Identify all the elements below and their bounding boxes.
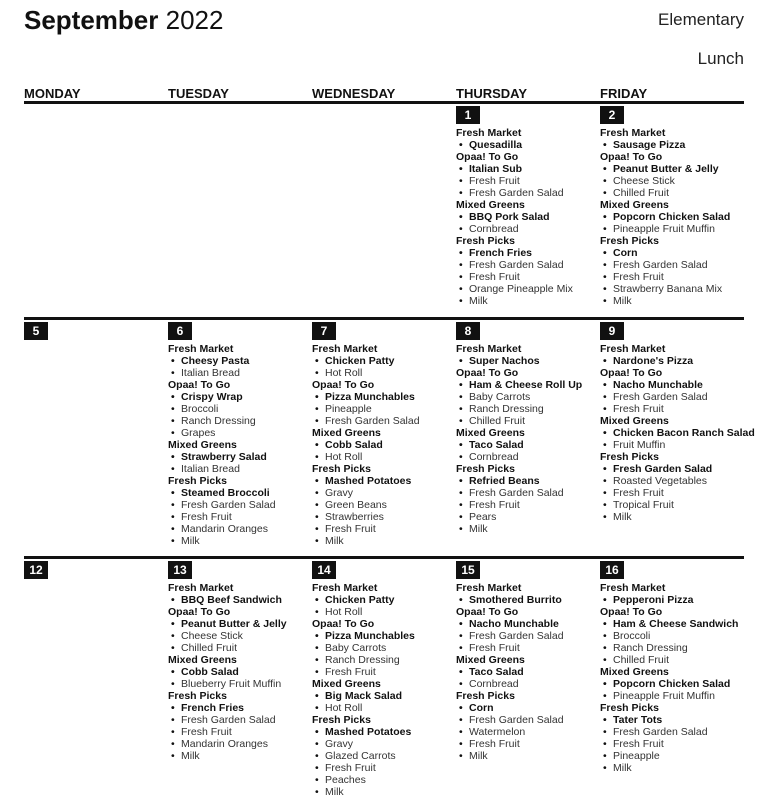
entree-item: • Refried Beans: [456, 475, 600, 487]
day-number: 14: [312, 561, 336, 579]
menu-item: • Milk: [600, 511, 744, 523]
menu-item-list: [600, 247, 744, 307]
menu-station-title: Opaa! To Go: [456, 606, 519, 618]
entree-item: • Ham & Cheese Sandwich: [600, 618, 744, 630]
day-number: 7: [312, 322, 336, 340]
menu-item-list: [456, 439, 600, 463]
menu-item: • Baby Carrots: [312, 642, 456, 654]
menu-item: • Roasted Vegetables: [600, 475, 744, 487]
menu-station-title: Fresh Picks: [600, 451, 659, 463]
menu-station-title: Opaa! To Go: [456, 367, 519, 379]
menu-item-list: [168, 702, 312, 762]
menu-item-list: [456, 594, 600, 606]
menu-station-title: Mixed Greens: [312, 427, 381, 439]
menu-item: • Pineapple: [312, 403, 456, 415]
menu-station-title: Opaa! To Go: [600, 606, 663, 618]
entree-item: • French Fries: [456, 247, 600, 259]
entree-item: • Nacho Munchable: [456, 618, 600, 630]
menu-item: • Italian Bread: [168, 463, 312, 475]
menu-item: • Milk: [168, 750, 312, 762]
menu-item: • Ranch Dressing: [456, 403, 600, 415]
menu-item: • Chilled Fruit: [600, 187, 744, 199]
week-divider-2: [24, 317, 744, 320]
menu-item-list: [600, 594, 744, 606]
entree-item: • Corn: [456, 702, 600, 714]
menu-station-title: Fresh Picks: [168, 690, 227, 702]
entree-item: • Cheesy Pasta: [168, 355, 312, 367]
menu-station-title: Fresh Market: [168, 343, 234, 355]
menu-item-list: [312, 630, 456, 678]
menu-station-title: Fresh Picks: [600, 702, 659, 714]
entree-item: • Peanut Butter & Jelly: [600, 163, 744, 175]
menu-item: • Glazed Carrots: [312, 750, 456, 762]
menu-item-list: [600, 139, 744, 151]
entree-item: • Steamed Broccoli: [168, 487, 312, 499]
menu-station-title: Mixed Greens: [600, 666, 669, 678]
entree-item: • Pepperoni Pizza: [600, 594, 744, 606]
menu-station-title: Opaa! To Go: [600, 367, 663, 379]
menu-item-list: [600, 355, 744, 367]
weekday-header-friday: FRIDAY: [600, 86, 648, 101]
menu-item: • Fresh Fruit: [456, 271, 600, 283]
entree-item: • Sausage Pizza: [600, 139, 744, 151]
day-cell: [600, 561, 744, 774]
menu-station-title: Mixed Greens: [600, 415, 669, 427]
menu-item: • Fresh Garden Salad: [456, 714, 600, 726]
menu-item: • Milk: [312, 535, 456, 547]
menu-item: • Broccoli: [168, 403, 312, 415]
day-cell: [24, 561, 168, 582]
menu-item: • Gravy: [312, 738, 456, 750]
menu-item: • Fresh Fruit: [600, 738, 744, 750]
menu-item: • Fresh Fruit: [600, 271, 744, 283]
menu-item-list: [456, 618, 600, 654]
menu-station-title: Fresh Picks: [456, 463, 515, 475]
menu-item-list: [456, 702, 600, 762]
day-number: 16: [600, 561, 624, 579]
menu-item-list: [168, 355, 312, 379]
menu-item: • Fresh Fruit: [456, 738, 600, 750]
menu-item: • Milk: [312, 786, 456, 798]
weekday-header-thursday: THURSDAY: [456, 86, 528, 101]
menu-item: • Cornbread: [456, 678, 600, 690]
menu-item-list: [600, 714, 744, 774]
day-number: 8: [456, 322, 480, 340]
menu-item: • Cheese Stick: [600, 175, 744, 187]
menu-item: • Ranch Dressing: [600, 642, 744, 654]
entree-item: • Mashed Potatoes: [312, 726, 456, 738]
menu-item: • Cornbread: [456, 451, 600, 463]
menu-item-list: [456, 666, 600, 690]
menu-item: • Milk: [456, 295, 600, 307]
menu-item-list: [456, 211, 600, 235]
entree-item: • Pizza Munchables: [312, 391, 456, 403]
menu-station-title: Opaa! To Go: [456, 151, 519, 163]
menu-station-title: Mixed Greens: [456, 654, 525, 666]
menu-item: • Fresh Fruit: [312, 523, 456, 535]
entree-item: • Corn: [600, 247, 744, 259]
menu-item: • Fresh Garden Salad: [600, 391, 744, 403]
menu-item: • Grapes: [168, 427, 312, 439]
menu-item-list: [600, 427, 755, 451]
menu-item-list: [168, 487, 312, 547]
menu-item: • Strawberries: [312, 511, 456, 523]
menu-item: • Mandarin Oranges: [168, 738, 312, 750]
menu-item: • Watermelon: [456, 726, 600, 738]
day-number: 6: [168, 322, 192, 340]
entree-item: • BBQ Pork Salad: [456, 211, 600, 223]
entree-item: • Taco Salad: [456, 666, 600, 678]
menu-item-list: [600, 379, 744, 415]
menu-item-list: [456, 379, 600, 427]
entree-item: • Big Mack Salad: [312, 690, 456, 702]
entree-item: • Quesadilla: [456, 139, 600, 151]
week-divider-1: [24, 101, 744, 104]
menu-item: • Tropical Fruit: [600, 499, 744, 511]
menu-item: • Fresh Fruit: [600, 487, 744, 499]
menu-item: • Fresh Garden Salad: [168, 499, 312, 511]
menu-item-list: [456, 355, 600, 367]
menu-item: • Pineapple Fruit Muffin: [600, 690, 744, 702]
menu-item-list: [600, 678, 744, 702]
day-number: 1: [456, 106, 480, 124]
entree-item: • Strawberry Salad: [168, 451, 312, 463]
entree-item: • Cobb Salad: [312, 439, 456, 451]
school-level: Elementary: [658, 10, 744, 29]
menu-item: • Baby Carrots: [456, 391, 600, 403]
day-cell: [600, 106, 744, 307]
entree-item: • French Fries: [168, 702, 312, 714]
day-cell: [456, 561, 600, 762]
menu-item-list: [312, 475, 456, 547]
menu-item: • Chilled Fruit: [600, 654, 744, 666]
menu-item: • Milk: [600, 295, 744, 307]
month-name: September: [24, 5, 159, 35]
menu-item-list: [600, 618, 744, 666]
meal-type: Lunch: [697, 49, 744, 68]
menu-station-title: Mixed Greens: [456, 427, 525, 439]
menu-item: • Fresh Garden Salad: [600, 259, 744, 271]
menu-item-list: [312, 690, 456, 714]
menu-item: • Cheese Stick: [168, 630, 312, 642]
menu-station-title: Fresh Picks: [312, 714, 371, 726]
menu-item: • Chilled Fruit: [456, 415, 600, 427]
entree-item: • Popcorn Chicken Salad: [600, 211, 744, 223]
entree-item: • Taco Salad: [456, 439, 600, 451]
menu-item: • Green Beans: [312, 499, 456, 511]
menu-station-title: Fresh Picks: [168, 475, 227, 487]
menu-item: • Fresh Fruit: [312, 762, 456, 774]
menu-item: • Fresh Fruit: [456, 175, 600, 187]
menu-item: • Broccoli: [600, 630, 744, 642]
menu-item: • Fresh Fruit: [456, 499, 600, 511]
menu-item-list: [456, 247, 600, 307]
menu-station-title: Mixed Greens: [168, 439, 237, 451]
entree-item: • Mashed Potatoes: [312, 475, 456, 487]
menu-station-title: Opaa! To Go: [168, 606, 231, 618]
entree-item: • Chicken Patty: [312, 355, 456, 367]
menu-item: • Fresh Garden Salad: [456, 487, 600, 499]
menu-item: • Hot Roll: [312, 606, 456, 618]
menu-item: • Cornbread: [456, 223, 600, 235]
entree-item: • Super Nachos: [456, 355, 600, 367]
menu-station-title: Fresh Market: [168, 582, 234, 594]
menu-item-list: [312, 391, 456, 427]
menu-item: • Fresh Garden Salad: [312, 415, 456, 427]
menu-item: • Gravy: [312, 487, 456, 499]
menu-item: • Fruit Muffin: [600, 439, 744, 451]
menu-item: • Pears: [456, 511, 600, 523]
menu-item: • Pineapple: [600, 750, 744, 762]
weekday-header-wednesday: WEDNESDAY: [312, 86, 396, 101]
menu-item-list: [168, 666, 312, 690]
entree-item: • Popcorn Chicken Salad: [600, 678, 744, 690]
menu-item-list: [168, 594, 312, 606]
day-cell: [312, 322, 456, 547]
menu-item: • Mandarin Oranges: [168, 523, 312, 535]
menu-item: • Hot Roll: [312, 451, 456, 463]
menu-item-list: [312, 726, 456, 798]
menu-item: • Milk: [600, 762, 744, 774]
menu-item: • Ranch Dressing: [312, 654, 456, 666]
menu-item-list: [312, 594, 456, 618]
entree-item: • Nacho Munchable: [600, 379, 744, 391]
menu-station-title: Opaa! To Go: [168, 379, 231, 391]
entree-item: • Peanut Butter & Jelly: [168, 618, 312, 630]
menu-station-title: Fresh Market: [456, 343, 522, 355]
menu-station-title: Fresh Market: [600, 343, 666, 355]
menu-item: • Blueberry Fruit Muffin: [168, 678, 312, 690]
menu-item-list: [600, 163, 744, 199]
entree-item: • Chicken Patty: [312, 594, 456, 606]
menu-item-list: [312, 439, 456, 463]
menu-station-title: Fresh Picks: [312, 463, 371, 475]
entree-item: • Ham & Cheese Roll Up: [456, 379, 600, 391]
entree-item: • Crispy Wrap: [168, 391, 312, 403]
menu-item: • Hot Roll: [312, 367, 456, 379]
menu-item-list: [456, 475, 600, 535]
menu-item: • Fresh Garden Salad: [456, 259, 600, 271]
menu-station-title: Fresh Market: [456, 127, 522, 139]
menu-item: • Fresh Fruit: [600, 403, 744, 415]
menu-item-list: [168, 391, 312, 439]
menu-station-title: Fresh Picks: [600, 235, 659, 247]
menu-item: • Italian Bread: [168, 367, 312, 379]
day-cell: [456, 106, 600, 307]
menu-item: • Milk: [168, 535, 312, 547]
menu-item: • Strawberry Banana Mix: [600, 283, 744, 295]
entree-item: • Italian Sub: [456, 163, 600, 175]
menu-item-list: [456, 163, 600, 199]
day-number: 5: [24, 322, 48, 340]
menu-item-list: [312, 355, 456, 379]
menu-station-title: Mixed Greens: [312, 678, 381, 690]
entree-item: • Chicken Bacon Ranch Salad: [600, 427, 744, 439]
day-number: 2: [600, 106, 624, 124]
menu-item-list: [168, 451, 312, 475]
menu-station-title: Mixed Greens: [168, 654, 237, 666]
menu-item: • Fresh Fruit: [312, 666, 456, 678]
menu-item: • Fresh Fruit: [168, 511, 312, 523]
menu-item: • Fresh Garden Salad: [456, 187, 600, 199]
day-number: 15: [456, 561, 480, 579]
day-cell: [600, 322, 755, 523]
weekday-header-monday: MONDAY: [24, 86, 81, 101]
day-cell: [312, 561, 456, 798]
menu-station-title: Mixed Greens: [600, 199, 669, 211]
menu-station-title: Fresh Market: [312, 343, 378, 355]
menu-item: • Orange Pineapple Mix: [456, 283, 600, 295]
day-number: 13: [168, 561, 192, 579]
menu-item: • Fresh Fruit: [168, 726, 312, 738]
week-divider-3: [24, 556, 744, 559]
weekday-header-tuesday: TUESDAY: [168, 86, 229, 101]
day-number: 9: [600, 322, 624, 340]
month-title: [24, 4, 223, 36]
entree-item: • BBQ Beef Sandwich: [168, 594, 312, 606]
menu-item: • Fresh Garden Salad: [600, 726, 744, 738]
menu-item-list: [600, 211, 744, 235]
menu-item: • Chilled Fruit: [168, 642, 312, 654]
menu-station-title: Fresh Market: [600, 127, 666, 139]
menu-item: • Milk: [456, 523, 600, 535]
menu-item: • Milk: [456, 750, 600, 762]
day-number: 12: [24, 561, 48, 579]
menu-item-list: [168, 618, 312, 654]
day-cell: [24, 322, 168, 343]
entree-item: • Cobb Salad: [168, 666, 312, 678]
menu-item: • Fresh Garden Salad: [168, 714, 312, 726]
menu-item: • Fresh Fruit: [456, 642, 600, 654]
menu-station-title: Fresh Picks: [456, 235, 515, 247]
menu-item-list: [456, 139, 600, 151]
menu-item: • Peaches: [312, 774, 456, 786]
menu-station-title: Fresh Market: [600, 582, 666, 594]
year: 2022: [165, 5, 224, 35]
menu-station-title: Opaa! To Go: [312, 379, 375, 391]
menu-item: • Pineapple Fruit Muffin: [600, 223, 744, 235]
menu-station-title: Fresh Market: [312, 582, 378, 594]
menu-item: • Ranch Dressing: [168, 415, 312, 427]
menu-item: • Fresh Garden Salad: [456, 630, 600, 642]
entree-item: • Pizza Munchables: [312, 630, 456, 642]
entree-item: • Smothered Burrito: [456, 594, 600, 606]
entree-item: • Tater Tots: [600, 714, 744, 726]
menu-station-title: Opaa! To Go: [312, 618, 375, 630]
entree-item: • Fresh Garden Salad: [600, 463, 744, 475]
day-cell: [456, 322, 600, 535]
menu-item-list: [600, 463, 744, 523]
menu-station-title: Fresh Picks: [456, 690, 515, 702]
menu-station-title: Mixed Greens: [456, 199, 525, 211]
entree-item: • Nardone's Pizza: [600, 355, 744, 367]
menu-station-title: Opaa! To Go: [600, 151, 663, 163]
menu-item: • Hot Roll: [312, 702, 456, 714]
day-cell: [168, 322, 312, 547]
day-cell: [168, 561, 312, 762]
menu-station-title: Fresh Market: [456, 582, 522, 594]
